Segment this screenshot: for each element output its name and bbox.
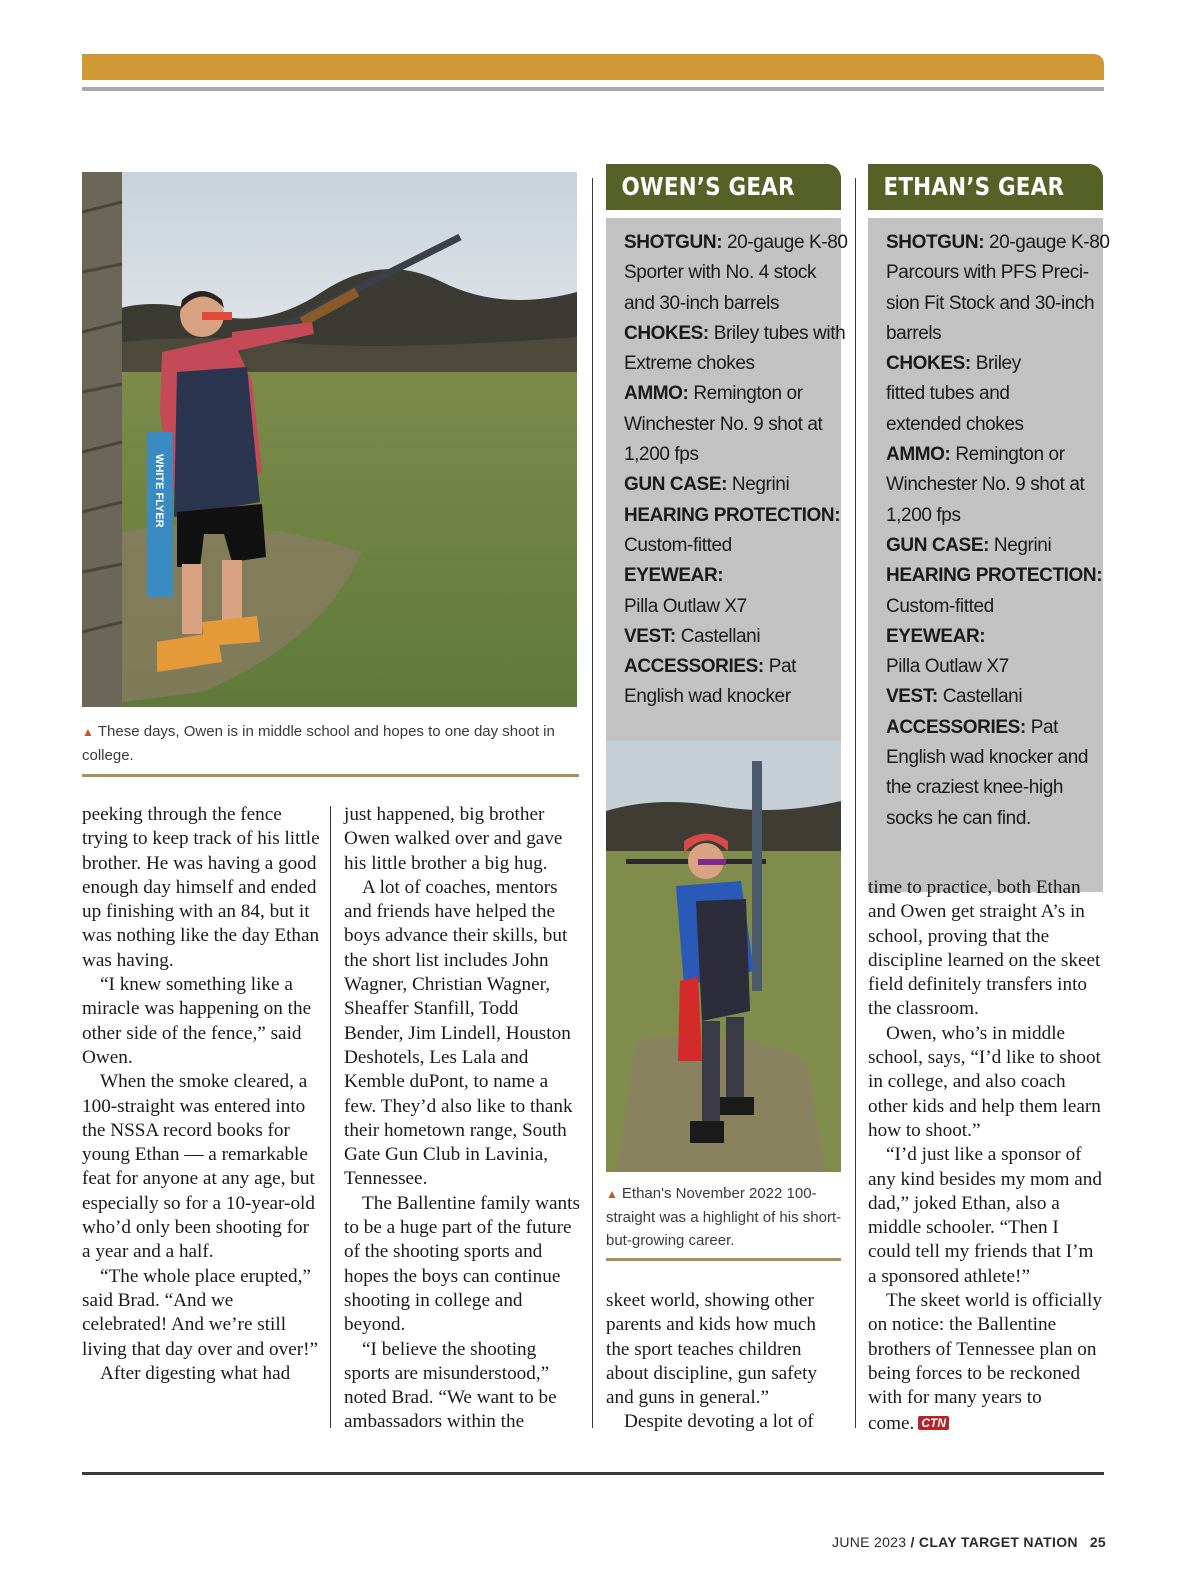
gear-value: Briley [970,353,1021,375]
gear-label: VEST: [886,686,938,708]
paragraph: skeet world, showing other parents and kids how much the sport teaches children about discipline, gun safety and guns in general.” [606,1290,818,1409]
gear-line [886,743,1095,773]
gear-value: the craziest knee-high [886,777,1064,799]
gear-line [886,804,1095,834]
footer-magazine: CLAY TARGET NATION [918,1534,1078,1550]
gear-line [624,319,846,349]
gear-value: Remington or [950,444,1065,466]
paragraph: time to practice, both Ethan and Owen get straight A’s in school, proving that the discipline learned on the skeet field definitely transfers into the classroom. [868,877,1101,1020]
page-footer [832,1534,1106,1550]
paragraph: Owen, who’s in middle school, says, “I’d like to shoot in college, and also coach other kids and help them learn how to shoot.” [868,1022,1101,1141]
gear-value: 20-gauge K-80 [984,232,1110,253]
gear-value: Custom-fitted [624,534,732,556]
gear-line [624,289,833,319]
gear-line [886,501,1095,531]
owen-gear-sidebar [606,164,848,770]
paragraph: “I knew something like a miracle was happening on the other side of the fence,” said Owen. [82,974,312,1068]
gear-label: SHOTGUN: [886,232,985,253]
gear-label: SHOTGUN: [624,232,723,253]
gear-value: 1,200 fps [624,444,699,466]
gear-label: EYEWEAR: [624,565,724,587]
article-column-2 [344,803,582,1435]
gear-line [886,258,1095,288]
ethan-gear-sidebar [868,164,1110,892]
footer-separator: / [906,1534,919,1550]
gear-value: barrels [886,322,942,344]
gear-value: Castellani [937,686,1023,708]
gear-line [624,258,833,288]
caption-rule [606,1258,841,1261]
footer-rule [82,1472,1104,1475]
gear-line [886,410,1095,440]
gear-line [624,379,833,409]
ethan-gear-list [868,218,1110,892]
gear-label: AMMO: [886,444,951,466]
ethan-photo-illustration [606,741,841,1172]
article-column-1 [82,803,320,1386]
gear-line [886,470,1095,500]
gear-value: Negrini [727,474,790,496]
paragraph [868,1289,1106,1436]
gear-line [624,682,833,712]
header-rule [82,87,1104,91]
vest-text: WHITE FLYER [153,454,165,528]
gear-value: and 30-inch barrels [624,292,780,314]
ethan-gear-title: ETHAN’S GEAR [883,172,1065,201]
caption-text: Ethan's November 2022 100-straight was a highlight of his short-but-growing career. [606,1185,842,1249]
gear-value: 1,200 fps [886,504,961,526]
ethan-photo-caption [606,1182,846,1252]
caption-rule [82,774,579,777]
article-column-3 [606,1289,844,1435]
gear-line [886,622,1095,652]
gear-value: sion Fit Stock and 30-inch [886,292,1095,314]
gear-value: Pilla Outlaw X7 [886,656,1009,678]
gear-line [886,440,1095,470]
gear-value: Remington or [688,383,803,405]
paragraph: A lot of coaches, mentors and friends have helped the boys advance their skills, but the short list includes John Wagner, Christian Wagner, Sheaffer Stanfill, Todd Bender, Jim Lindell, Houston Deshotels, Les Lala and Kemble duPont, to name a few. They’d also like to thank their hometown range, South Gate Gun Club in Lavinia, Tennessee. [344,876,573,1190]
gear-line [624,228,848,258]
gear-value: Parcours with PFS Preci- [886,262,1089,284]
paragraph: “I believe the shooting sports are misunderstood,” noted Brad. “We want to be ambassadors within the [344,1338,557,1433]
owen-gear-title: OWEN’S GEAR [621,172,795,201]
column-divider [592,178,593,1428]
gear-line [886,682,1095,712]
gear-value: English wad knocker [624,686,791,708]
gear-line [886,652,1095,682]
gear-line [624,622,833,652]
gear-line [624,531,833,561]
gear-value: Pat [763,656,797,678]
photo-ethan [606,741,841,1172]
gear-value: Castellani [675,625,761,647]
owen-photo-illustration [82,172,577,707]
gear-value: Briley tubes with [708,322,846,344]
gear-label: ACCESSORIES: [624,656,764,678]
gear-line [886,319,1095,349]
gear-value: extended chokes [886,413,1024,435]
photo-owen [82,172,577,707]
gear-line [886,592,1095,622]
gear-value: Extreme chokes [624,353,755,375]
gear-line [624,349,833,379]
gear-label: VEST: [624,625,676,647]
paragraph: just happened, big brother Owen walked over and gave his little brother a big hug. [344,804,563,874]
caption-text: These days, Owen is in middle school and hopes to one day shoot in college. [82,723,555,764]
column-divider [330,806,331,1428]
paragraph: “I’d just like a sponsor of any kind besides my mom and dad,” joked Ethan, also a middle schooler. “Then I could tell my friends that I’m a sponsored athlete!” [868,1144,1102,1287]
gear-line [886,773,1095,803]
gear-value: socks he can find. [886,807,1031,829]
owen-photo-caption [82,720,582,767]
gear-label: HEARING PROTECTION: [624,504,841,526]
gear-line [886,531,1095,561]
gear-value: Custom-fitted [886,595,994,617]
gear-value: Winchester No. 9 shot at [624,413,823,435]
gear-line [624,501,841,531]
gear-line [886,228,1110,258]
paragraph: The Ballentine family wants to be a huge part of the future of the shooting sports and hopes the boys can continue shooting in college and beyond. [344,1192,580,1336]
page-number: 25 [1089,1534,1106,1550]
gear-label: CHOKES: [624,322,709,344]
gear-value: Sporter with No. 4 stock [624,262,817,284]
paragraph-text: The skeet world is officially on notice: the Ballentine brothers of Tennessee plan on being forces to be reckoned with for many years to come. [868,1290,1102,1434]
paragraph: After digesting what had [100,1362,291,1384]
gear-value: Negrini [989,534,1052,556]
gear-value: Winchester No. 9 shot at [886,474,1085,496]
gear-line [886,713,1095,743]
gear-line [886,561,1103,591]
owen-gear-list [606,218,848,770]
gear-label: AMMO: [624,383,689,405]
gear-label: GUN CASE: [624,474,728,496]
gear-line [624,470,833,500]
caption-triangle-icon: ▲ [606,1187,618,1201]
gear-line [886,349,1095,379]
gear-value: Pat [1025,716,1059,738]
gear-value: Pilla Outlaw X7 [624,595,747,617]
end-mark: CTN [918,1416,949,1430]
gear-line [624,592,833,622]
gear-label: EYEWEAR: [886,625,986,647]
footer-date: JUNE 2023 [832,1534,907,1550]
gear-value: English wad knocker and [886,747,1089,769]
gear-line [624,440,833,470]
gear-label: HEARING PROTECTION: [886,565,1103,587]
gear-label: GUN CASE: [886,534,990,556]
owen-gear-header [606,164,841,210]
paragraph: “The whole place erupted,” said Brad. “And we celebrated! And we’re still living that day over and over!” [82,1265,319,1360]
gear-label: CHOKES: [886,353,971,375]
gear-line [624,410,833,440]
gear-line [886,289,1095,319]
gear-line [624,561,833,591]
gear-line [886,379,1095,409]
article-column-4 [868,876,1106,1436]
paragraph: Despite devoting a lot of [624,1411,814,1433]
gear-value: fitted tubes and [886,383,1010,405]
header-accent-bar [82,54,1104,80]
paragraph: peeking through the fence trying to keep track of his little brother. He was having a good enough day himself and ended up finishing with an 84, but it was nothing like the day Ethan was having. [82,804,320,971]
caption-triangle-icon: ▲ [82,725,94,739]
gear-line [624,652,833,682]
ethan-gear-header [868,164,1103,210]
gear-label: ACCESSORIES: [886,716,1026,738]
gear-value: 20-gauge K-80 [722,232,848,253]
column-divider [855,178,856,1428]
paragraph: When the smoke cleared, a 100-straight was entered into the NSSA record books for young Ethan — a remarkable feat for anyone at any age, but especially so for a 10-year-old who’d only been shooting for a year and a half. [82,1071,315,1263]
